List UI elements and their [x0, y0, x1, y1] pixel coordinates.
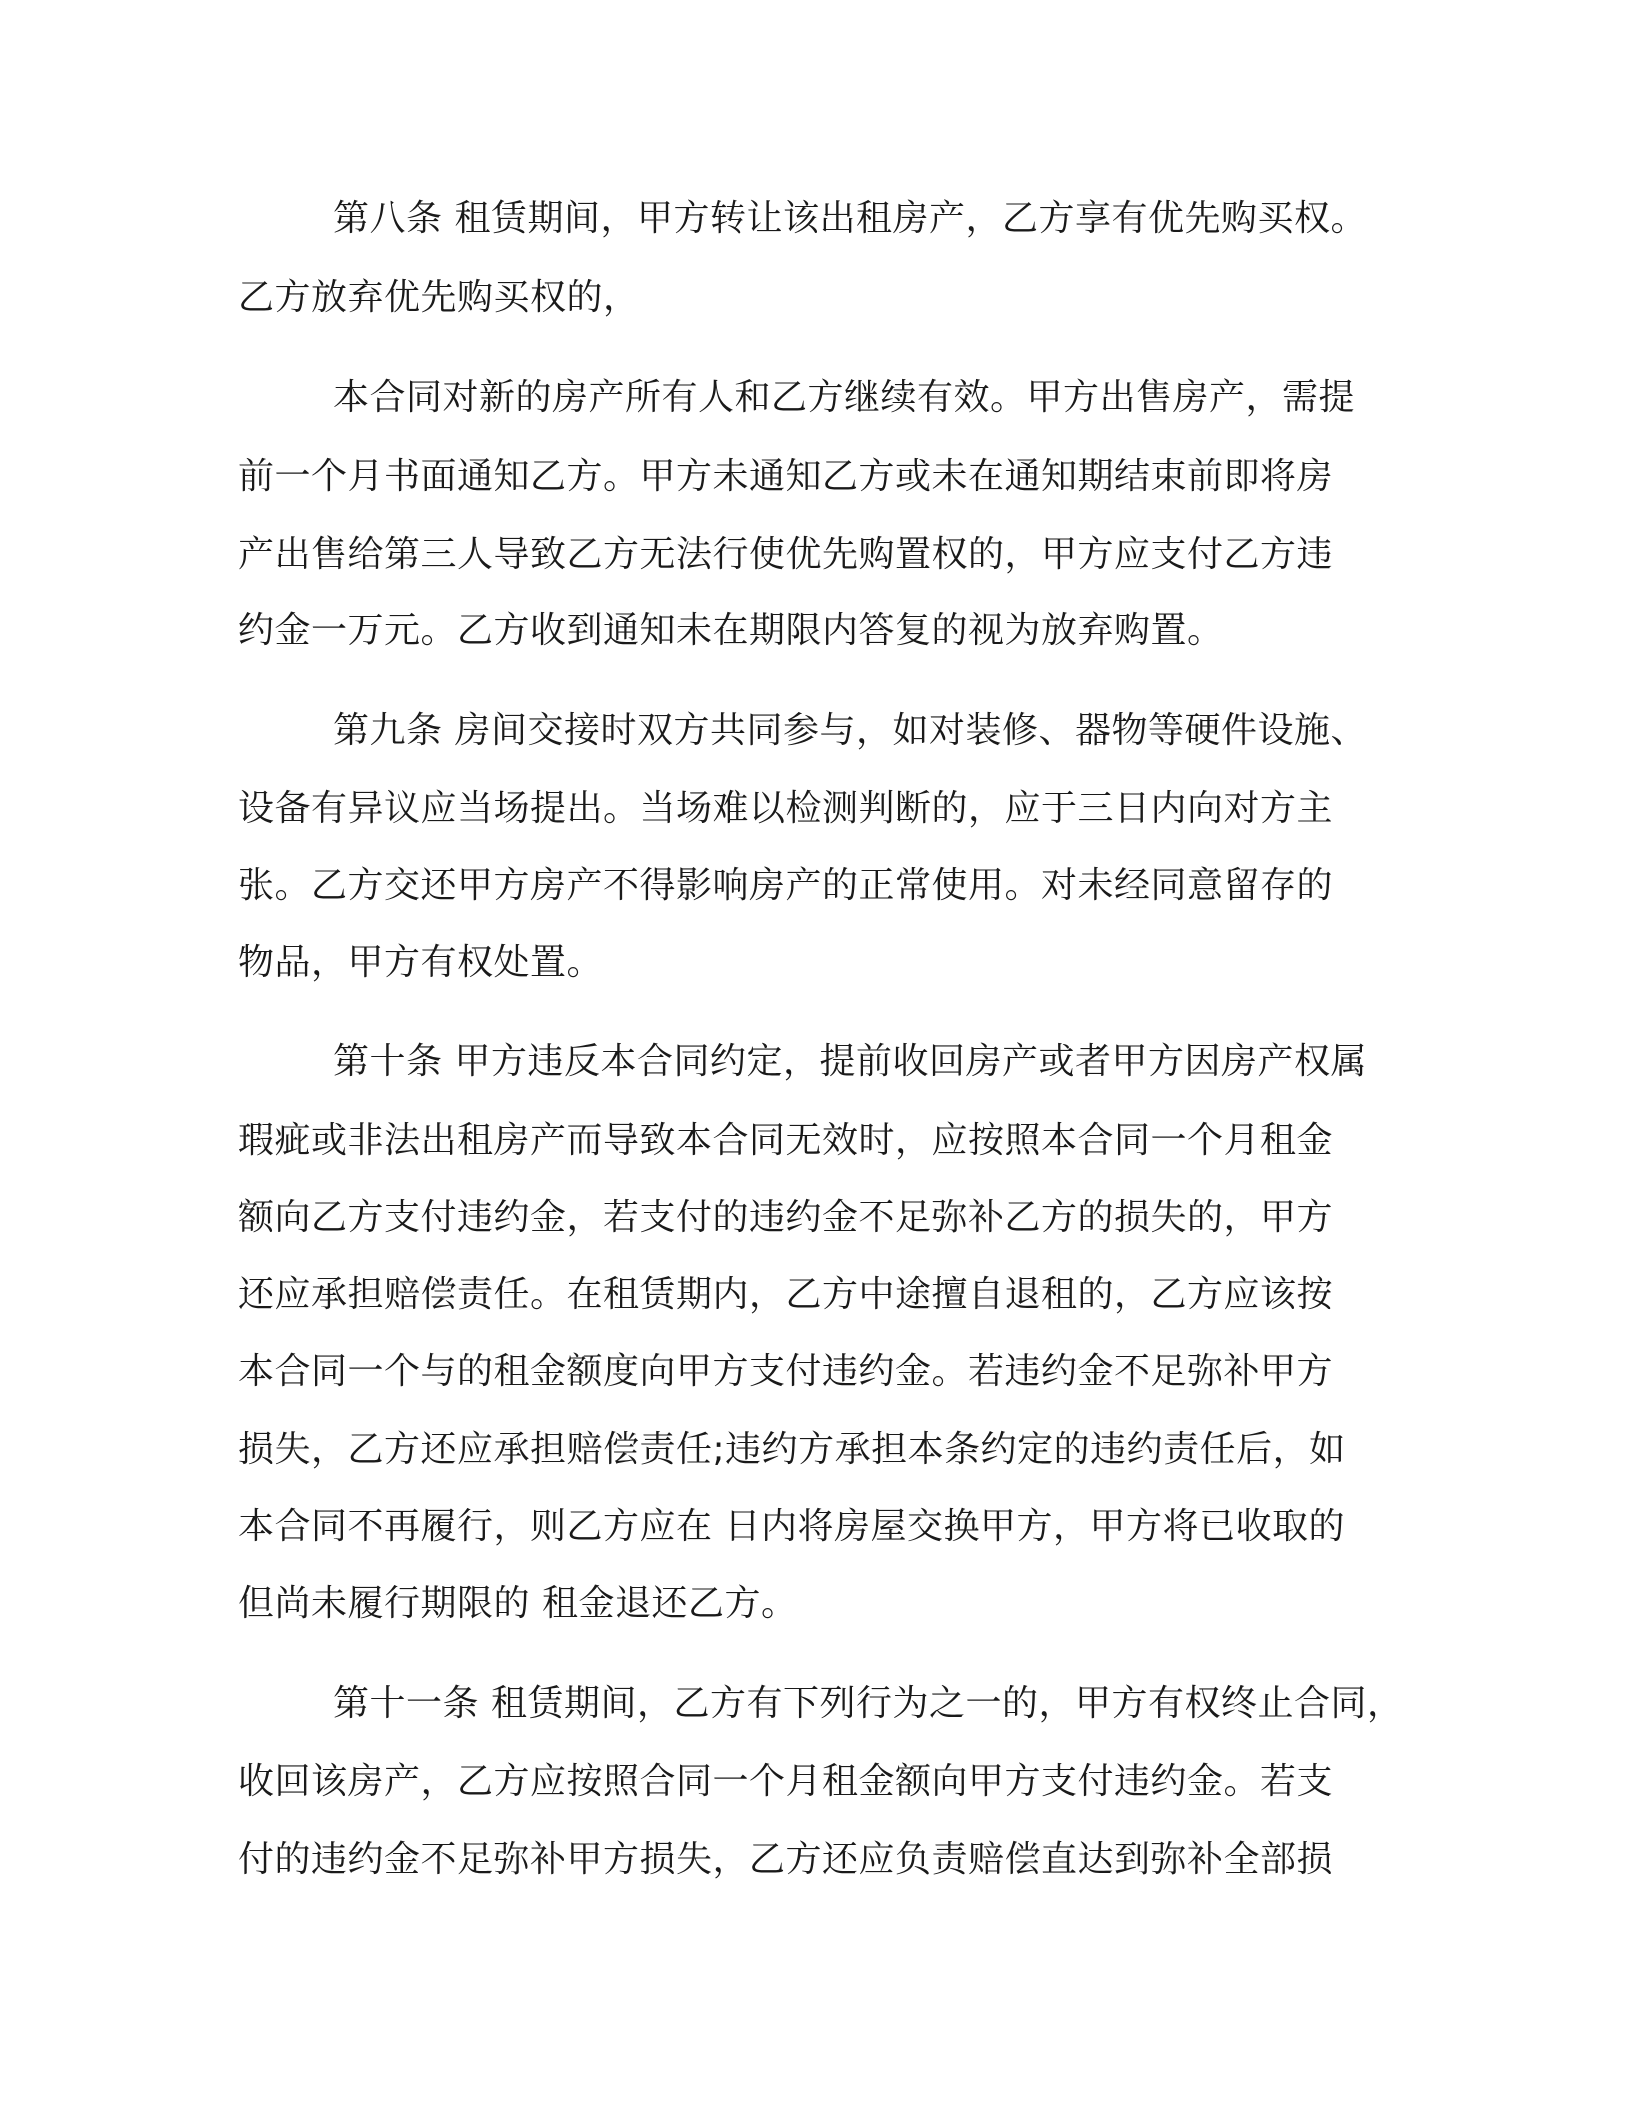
article-8-continuation-line-1: 本合同对新的房产所有人和乙方继续有效。甲方出售房产，需提: [333, 377, 1356, 418]
article-9-line-4: 物品，甲方有权处置。: [238, 942, 604, 983]
article-8-continuation-line-3: 产出售给第三人导致乙方无法行使优先购置权的，甲方应支付乙方违: [238, 534, 1334, 575]
article-11-line-1: 第十一条 租赁期间，乙方有下列行为之一的，甲方有权终止合同，: [333, 1683, 1404, 1724]
article-9-line-3: 张。乙方交还甲方房产不得影响房产的正常使用。对未经同意留存的: [238, 865, 1334, 906]
article-10-line-7: 本合同不再履行，则乙方应在 日内将房屋交换甲方，甲方将已收取的: [238, 1506, 1345, 1547]
article-10-line-8: 但尚未履行期限的 租金退还乙方。: [238, 1583, 798, 1624]
article-10-line-4: 还应承担赔偿责任。在租赁期内，乙方中途擅自退租的，乙方应该按: [238, 1274, 1334, 1315]
article-11-line-2: 收回该房产，乙方应按照合同一个月租金额向甲方支付违约金。若支: [238, 1761, 1334, 1802]
article-10-line-1: 第十条 甲方违反本合同约定，提前收回房产或者甲方因房产权属: [333, 1041, 1367, 1082]
article-10-line-3: 额向乙方支付违约金，若支付的违约金不足弥补乙方的损失的，甲方: [238, 1197, 1334, 1238]
article-8-line-2: 乙方放弃优先购买权的，: [238, 277, 640, 318]
article-11-line-3: 付的违约金不足弥补甲方损失，乙方还应负责赔偿直达到弥补全部损: [238, 1839, 1334, 1880]
article-10-line-2: 瑕疵或非法出租房产而导致本合同无效时，应按照本合同一个月租金: [238, 1120, 1334, 1161]
article-8-line-1: 第八条 租赁期间，甲方转让该出租房产，乙方享有优先购买权。: [333, 198, 1367, 239]
article-8-continuation-line-2: 前一个月书面通知乙方。甲方未通知乙方或未在通知期结束前即将房: [238, 456, 1334, 497]
article-10-line-5: 本合同一个与的租金额度向甲方支付违约金。若违约金不足弥补甲方: [238, 1351, 1334, 1392]
article-9-line-1: 第九条 房间交接时双方共同参与，如对装修、器物等硬件设施、: [333, 710, 1367, 751]
article-10-line-6: 损失，乙方还应承担赔偿责任;违约方承担本条约定的违约责任后，如: [238, 1429, 1346, 1470]
article-9-line-2: 设备有异议应当场提出。当场难以检测判断的，应于三日内向对方主: [238, 788, 1334, 829]
article-8-continuation-line-4: 约金一万元。乙方收到通知未在期限内答复的视为放弃购置。: [238, 610, 1224, 651]
